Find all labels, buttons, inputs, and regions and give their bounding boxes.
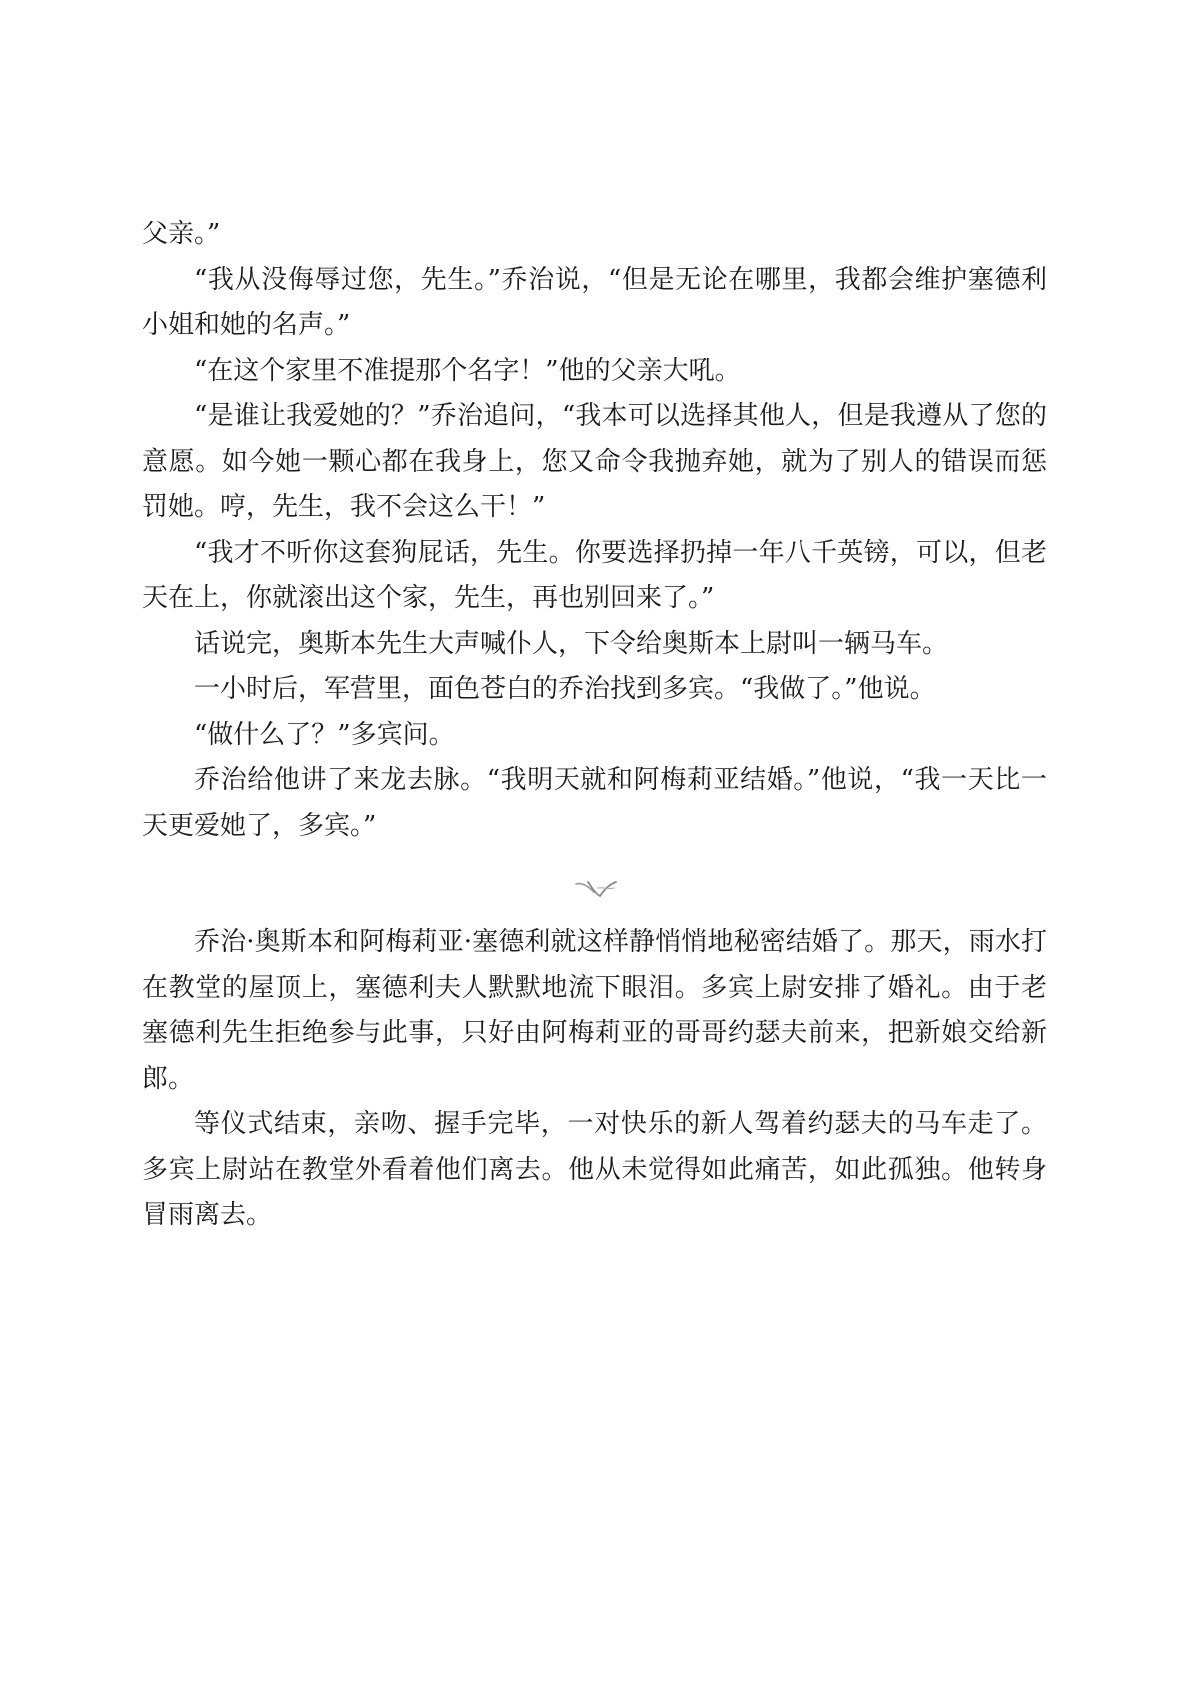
section-break-ornament-icon	[574, 878, 620, 900]
paragraph: 一小时后，军营里，面色苍白的乔治找到多宾。“我做了。”他说。	[194, 674, 936, 704]
section-1-text	[142, 212, 1047, 849]
paragraph: 乔治·奥斯本和阿梅莉亚·塞德利就这样静悄悄地秘密结婚了。那天，雨水打在教堂的屋顶上，塞德利夫人默默地流下眼泪。多宾上尉安排了婚礼。由于老塞德利先生拒绝参与此事，只好由阿梅莉亚的哥哥约瑟夫前来，把新娘交给新郎。	[142, 927, 1047, 1094]
paragraph: 等仪式结束，亲吻、握手完毕，一对快乐的新人驾着约瑟夫的马车走了。多宾上尉站在教堂外看着他们离去。他从未觉得如此痛苦，如此孤独。他转身冒雨离去。	[142, 1109, 1047, 1230]
paragraph: 乔治给他讲了来龙去脉。“我明天就和阿梅莉亚结婚。”他说，“我一天比一天更爱她了，多宾。”	[142, 765, 1047, 841]
paragraph: “我从没侮辱过您，先生。”乔治说，“但是无论在哪里，我都会维护塞德利小姐和她的名声。”	[142, 264, 1047, 340]
paragraph: “做什么了？”多宾问。	[194, 719, 455, 750]
paragraph: 话说完，奥斯本先生大声喊仆人，下令给奥斯本上尉叫一辆马车。	[194, 628, 949, 659]
section-2-text	[142, 920, 1047, 1239]
paragraph: “我才不听你这套狗屁话，先生。你要选择扔掉一年八千英镑，可以，但老天在上，你就滚出这个家，先生，再也别回来了。”	[142, 537, 1047, 613]
paragraph: “是谁让我爱她的？”乔治追问，“我本可以选择其他人，但是我遵从了您的意愿。如今她一颗心都在我身上，您又命令我抛弃她，就为了别人的错误而惩罚她。哼，先生，我不会这么干！”	[142, 401, 1047, 522]
paragraph-continuation: 父亲。”	[142, 219, 221, 249]
paragraph: “在这个家里不准提那个名字！”他的父亲大吼。	[194, 355, 741, 386]
